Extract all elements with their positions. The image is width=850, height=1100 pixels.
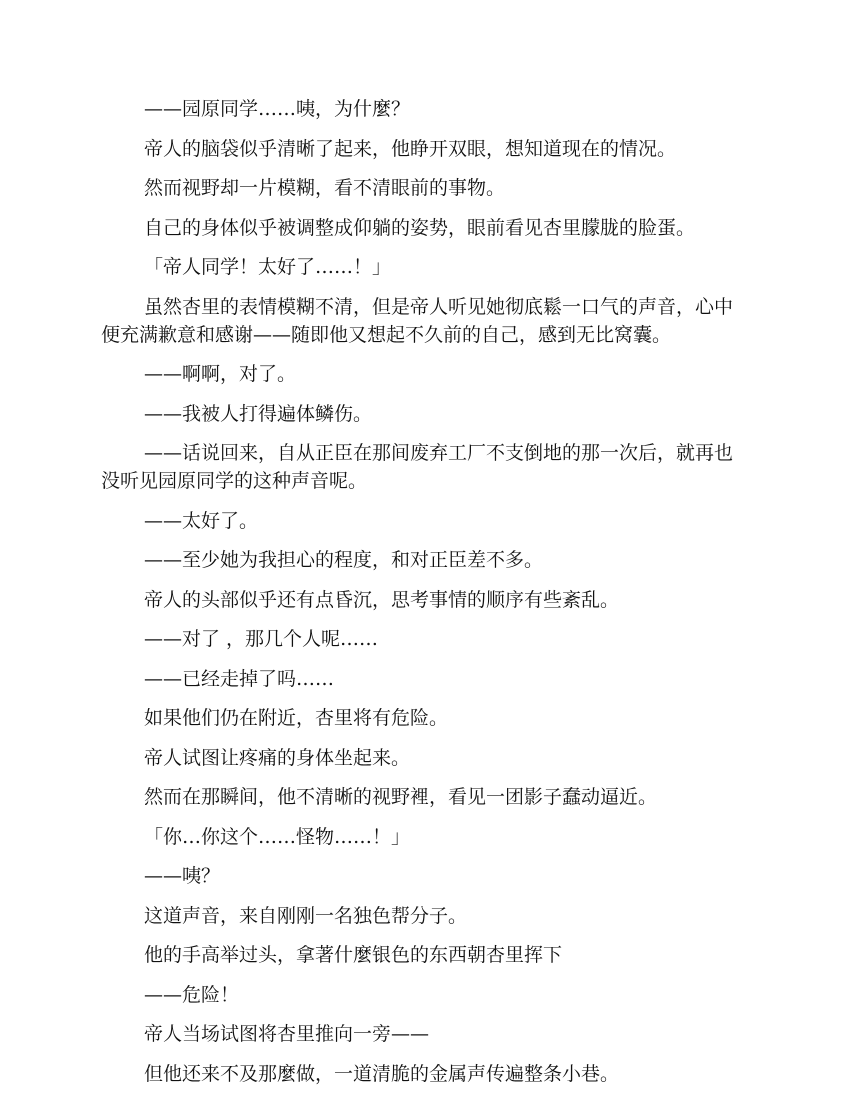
paragraph: 虽然杏里的表情模糊不清，但是帝人听见她彻底鬆一口气的声音，心中便充满歉意和感谢——随即他又想起不久前的自己，感到无比窝囊。 [101,295,734,346]
paragraph: 帝人当场试图将杏里推向一旁—— [144,1023,430,1045]
paragraph: 帝人的脑袋似乎清晰了起来，他睁开双眼，想知道现在的情况。 [144,137,677,160]
paragraph: 「你…你这个……怪物……！」 [144,825,411,848]
paragraph: ——我被人打得遍体鳞伤。 [144,402,373,425]
paragraph: 帝人的头部似乎还有点昏沉，思考事情的顺序有些紊乱。 [144,588,620,611]
paragraph: 自己的身体似乎被调整成仰躺的姿势，眼前看见杏里朦胧的脸蛋。 [144,216,696,239]
paragraph: ——啊啊，对了。 [144,363,297,385]
paragraph: ——已经走掉了吗…… [144,667,335,690]
paragraph: 这道声音，来自刚刚一名独色帮分子。 [144,904,468,927]
paragraph: ——园原同学……咦，为什麼？ [144,98,411,120]
paragraph: ——太好了。 [144,509,259,532]
text-body [101,95,751,1099]
paragraph: ——对了 ，那几个人呢…… [144,628,379,650]
paragraph: 帝人试图让疼痛的身体坐起来。 [144,746,411,769]
paragraph: 然而视野却一片模糊，看不清眼前的事物。 [144,177,506,199]
paragraph: ——至少她为我担心的程度，和对正臣差不多。 [144,549,544,571]
paragraph: ——危险！ [144,983,240,1006]
paragraph: ——咦？ [144,865,221,887]
paragraph: 但他还来不及那麼做，一道清脆的金属声传遍整条小巷。 [144,1062,620,1085]
paragraph: 「帝人同学！太好了……！」 [144,256,392,278]
paragraph: 他的手高举过头，拿著什麼银色的东西朝杏里挥下 [144,944,563,966]
paragraph: 然而在那瞬间，他不清晰的视野裡，看见一团影子蠢动逼近。 [144,786,658,808]
paragraph: 如果他们仍在附近，杏里将有危险。 [144,707,449,729]
paragraph: ——话说回来，自从正臣在那间废弃工厂不支倒地的那一次后，就再也没听见园原同学的这种声音呢。 [101,442,734,492]
